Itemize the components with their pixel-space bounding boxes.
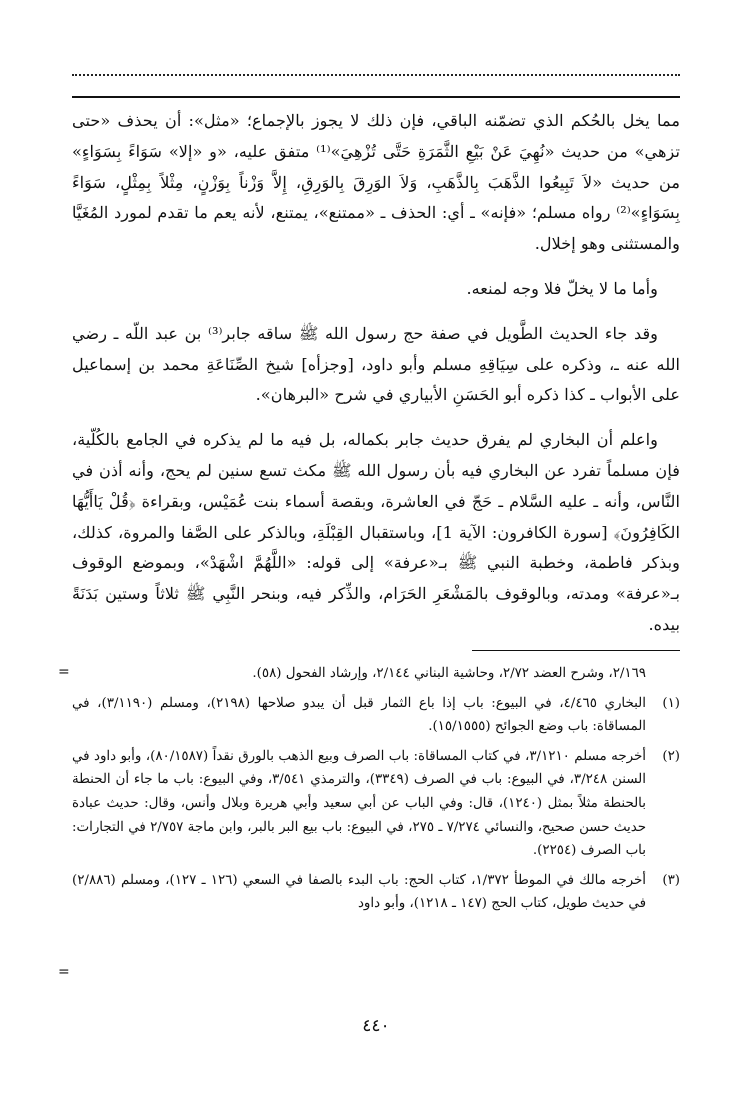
main-text bbox=[72, 106, 680, 655]
footnote-1 bbox=[72, 692, 680, 739]
footnote-text: أخرجه مالك في الموطأ ١/٣٧٢، كتاب الحج: باب البدء بالصفا في السعي (١٢٦ ـ ١٢٧)، ومسلم (٢/٨٨٦) في حديث طويل، كتاب الحج (١٤٧ ـ ١٢١٨)، وأبو داود bbox=[72, 872, 647, 912]
footnote-number: (١) bbox=[662, 695, 680, 711]
footnote-number: (٣) bbox=[662, 872, 680, 888]
book-page bbox=[58, 66, 680, 1066]
footnote-separator bbox=[472, 650, 680, 651]
header-solid-rule bbox=[72, 96, 680, 98]
footnote-continuation: ٢/١٦٩، وشرح العضد ٢/٧٢، وحاشية البناني ٢/١٤٤، وإرشاد الفحول (٥٨). bbox=[252, 666, 646, 681]
footnote-3 bbox=[72, 869, 680, 916]
end-continuation-marker: = bbox=[58, 964, 70, 980]
footnote-number: (٢) bbox=[662, 748, 680, 764]
paragraph-3: وقد جاء الحديث الطَّويل في صفة حج رسول الله ﷺ ساقه جابر⁽³⁾ بن عبد اللّه ـ رضي الله عنه ـ، وذكره على سِيَاقِهِ مسلم وأبو داود، [وجزأه] شيخ الصِّنَاعَةِ محمد بن إسماعيل على الأبواب ـ كذا ذكره أبو الحَسَنِ الأبياري في شرح «البرهان». bbox=[72, 323, 680, 405]
footnotes bbox=[72, 662, 680, 922]
page-number: ٤٤٠ bbox=[362, 1016, 390, 1036]
continuation-marker: = bbox=[58, 664, 70, 680]
footnote-2 bbox=[72, 745, 680, 863]
paragraph-4: واعلم أن البخاري لم يفرق حديث جابر بكماله، بل فيه ما لم يذكره في الجامع بالكُلّية، فإن مسلماً تفرد عن البخاري فيه بأن رسول الله ﷺ مكث تسع سنين لم يحج، وأنه أذن في النَّاس، وأنه ـ عليه السَّلام ـ حَجّ في العاشرة، وبقصة أسماء بنت عُمَيْس، وبقراءة ﴿قُلْ يَاأَيُّهَا الكَافِرُونَ﴾ [سورة الكافرون: الآية 1]، وباستقبال القِبْلَةِ، وبالذكر على الصَّفا والمروة، كذلك، وبذكر فاطمة، وخطبة النبي ﷺ بـ«عرفة» إلى قوله: «اللَّهُمَّ اشْهَدْ»، وبموضع الوقوف بـ«عرفة» ومدته، وبالوقوف بالمَشْعَرِ الحَرَام، والذِّكر فيه، وبنحر النَّبِي ﷺ ثلاثاً وستين بَدَنَةً بيده. bbox=[72, 430, 680, 634]
paragraph-2: وأما ما لا يخلّ فلا وجه لمنعه. bbox=[466, 278, 658, 298]
footnote-text: البخاري ٤/٤٦٥، في البيوع: باب إذا باع الثمار قبل أن يبدو صلاحها (٢١٩٨)، ومسلم (٣/١١٩٠)، في المساقاة: باب وضع الجوائح (١٥/١٥٥٥). bbox=[72, 695, 646, 735]
header-dotted-rule bbox=[72, 74, 680, 82]
footnote-text: أخرجه مسلم ٣/١٢١٠، في كتاب المساقاة: باب الصرف وبيع الذهب بالورق نقداً (٨٠/١٥٨٧)، وأبو داود في السنن ٣/٢٤٨، في البيوع: باب في الصرف (٣٣٤٩)، والترمذي ٣/٥٤١، وفي البيوع: باب ما جاء أن الحنطة بالحنطة مثلاً بمثل (١٢٤٠)، قال: وفي الباب عن أبي سعيد وأبي هريرة وبلال وأنس، وقال: حديث عبادة حديث حسن صحيح، والنسائي ٧/٢٧٤ ـ ٢٧٥، في البيوع: باب بيع البر بالبر، وابن ماجة ٢/٧٥٧ في التجارات: باب الصرف (٢٢٥٤). bbox=[72, 748, 647, 859]
paragraph-1: مما يخل بالحُكم الذي تضمّنه الباقي، فإن ذلك لا يجوز بالإجماع؛ «مثل»: أن يحذف «حتى تزهي» من حديث «نُهِيَ عَنْ بَيْعِ الثَّمَرَةِ حَتَّى تُزْهِيَ»⁽¹⁾ متفق عليه، «و «إلا» سَوَاءً بِسَوَاءٍ» من حديث «لاَ تَبِيعُوا الذَّهَبَ بِالذَّهَبِ، وَلاَ الوَرِقَ بِالوَرِقِ، إِلاَّ وَزْناً بِوَزْنٍ، مِثْلاً بِمِثْلٍ، سَوَاءً بِسَوَاءٍ»⁽²⁾ رواه مسلم؛ «فإنه» ـ أي: الحذف ـ «ممتنع»، يمتنع، لأنه يعم ما تقدم لمورد المُغَيَّا والمستثنى وهو إخلال. bbox=[72, 111, 680, 254]
